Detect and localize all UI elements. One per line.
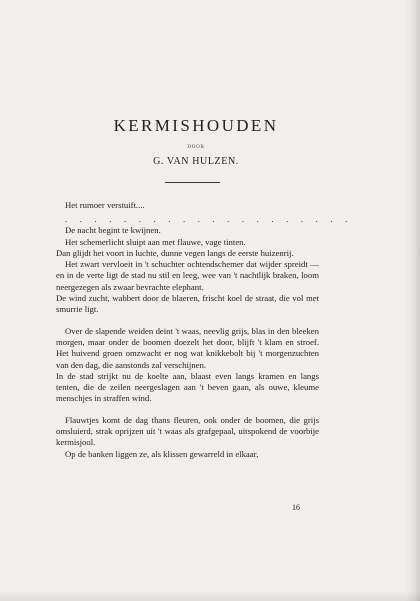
paragraph: Het schemerlicht sluipt aan met flauwe, vage tinten. [65,236,246,247]
opening-line: Het rumoer verstuift.... [65,200,145,210]
paragraph: De nacht begint te kwijnen. [65,225,161,236]
paragraph: Flauwtjes komt de dag thans fleuren, ook onder de boomen, die grijs omsluierd, strak oprijzen uit 't waas als grafgepaal, uitspokend de voorbije kermisjool. [56,414,319,448]
body-text [56,200,353,460]
page-edge-shadow [406,0,420,601]
page-bottom-shadow [0,591,420,601]
paragraph: De wind zucht, wabbert door de blaeren, frischt koel de straat, die vol met smurrie ligt. [56,293,319,315]
byline-label: DOOR [187,145,205,150]
paragraph: Over de slapende weiden deint 't waas, neevlig grijs, blas in den bleeken morgen, maar onder de boomen doezelt het door, blijft 't klam en stroef. Het huivend groen omzwacht er nog wat knikkebolt bij 't morgenzuchten van den dag, die aanstonds zal verschijnen. [56,325,319,370]
page-number: 16 [292,503,300,512]
paragraph: Het zwart vervloeit in 't schuchter ochtendschemer dat wijder spreidt — en in de verte ligt de stad nu stil en leeg, wee van 't nachtlijk braken, loom neergezegen als zwaar bevrachte elephant. [56,259,319,292]
chapter-title: KERMISHOUDEN [113,116,279,135]
dotted-separator: . . . . . . . . . . . . . . . . . . . . [65,214,353,225]
paragraph: Op de banken liggen ze, als klissen gewarreld in elkaar, [65,448,259,459]
title-divider [165,182,220,183]
paragraph: In de stad strijkt nu de koelte aan, blaast even langs kramen en langs tenten, die de zeilen neergeslagen aan 't beven gaan, als ouwe, kleume menschjes in straffen wind. [56,370,319,404]
author-name: G. VAN HULZEN. [153,156,239,167]
paragraph: Dan glijdt het voort in luchte, dunne vegen langs de eerste huizenrij. [56,247,294,258]
